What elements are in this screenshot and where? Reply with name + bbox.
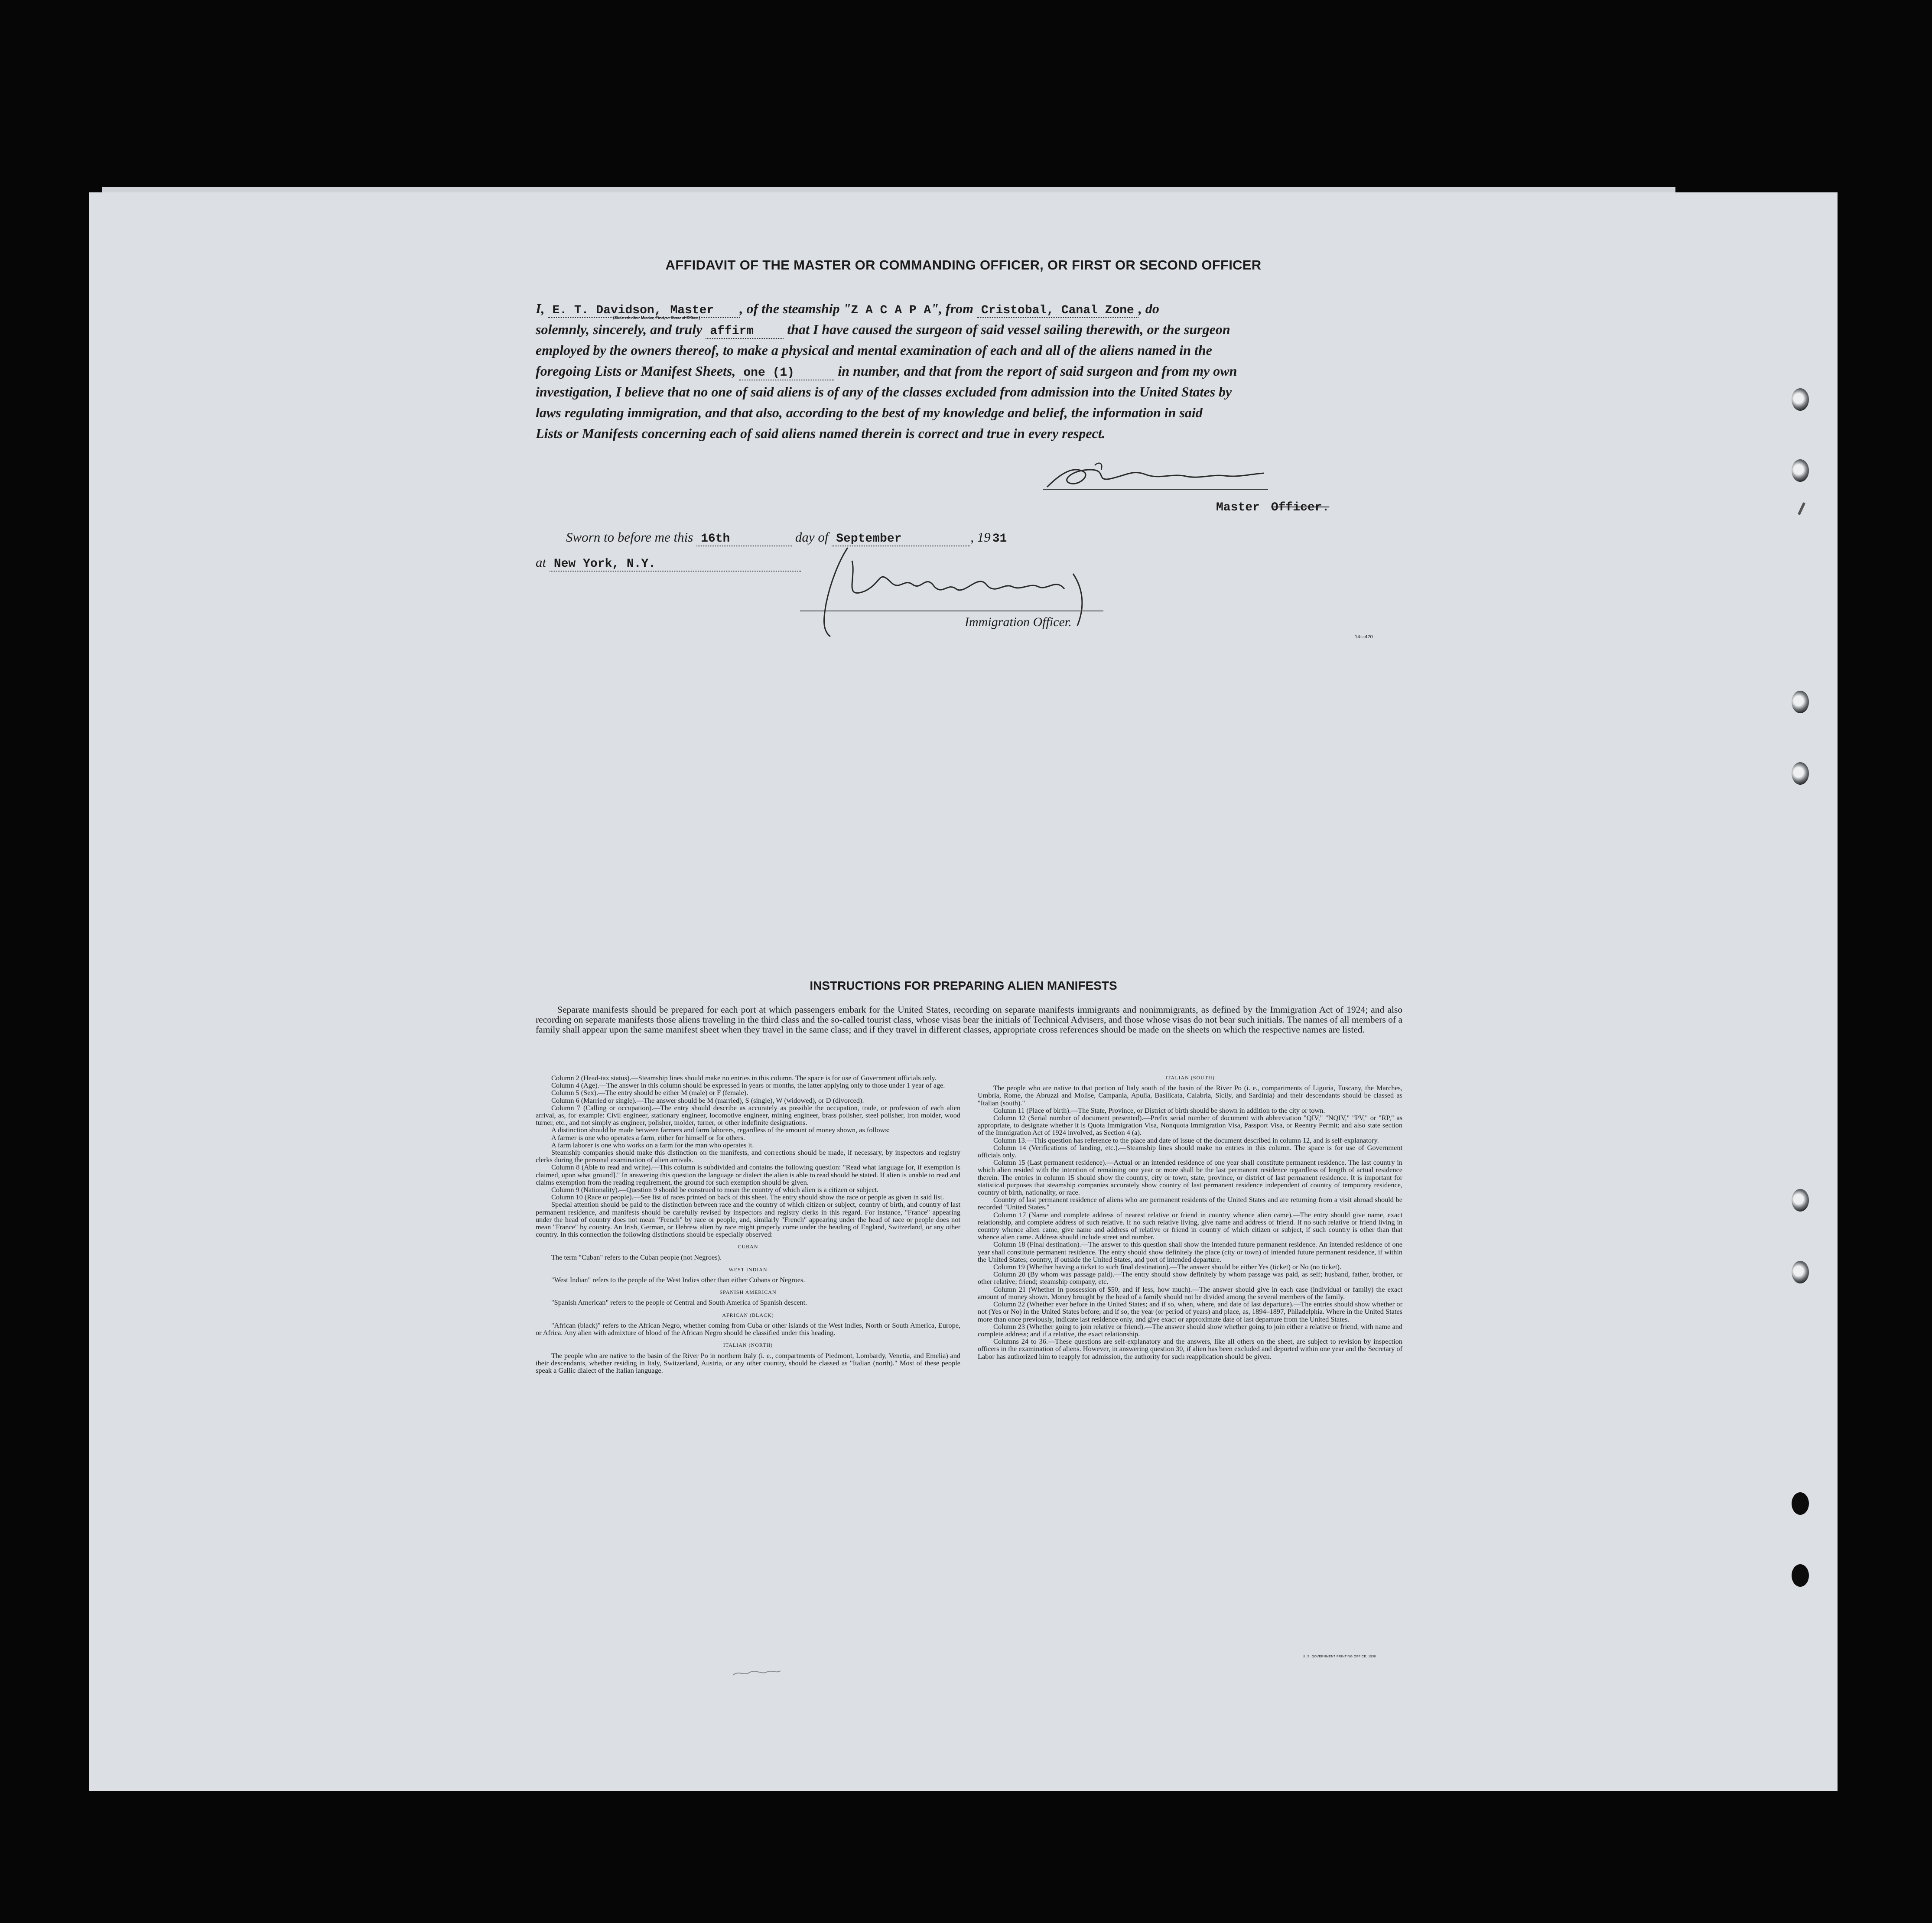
instruction-west-indian: "West Indian" refers to the people of the West Indies other than either Cubans or Negroes.	[551, 1276, 805, 1284]
sworn-year: 31	[992, 532, 1007, 546]
binder-hole	[1792, 1492, 1809, 1515]
solemnly-label: solemnly, sincerely, and truly	[536, 322, 703, 337]
sheet-count: one (1)	[739, 367, 834, 380]
officer-signature	[1043, 457, 1268, 491]
officer-signature-line	[1043, 489, 1268, 490]
instruction-special-attention: Special attention should be paid to the distinction between race and the country of which citizen or subject, country of birth, and country of last permanent residence, and manifests should be carefully revised by inspectors and registry clerks in this regard. For instance, "France" appearing under the head of country does not mean "French" by race or people, and, similarly "French" appearing under the head of race or people does not mean "France" by country. An Irish, German, or Hebrew alien by race might properly come under the heading of England, Switzerland, or any other country. In this connection the following distinctions should be especially observed:	[536, 1200, 960, 1239]
affidavit-line-3: employed by the owners thereof, to make a physical and mental examination of each and all of the aliens named in the	[536, 342, 1212, 358]
instruction-spanish-american: "Spanish American" refers to the people of Central and South America of Spanish descent.	[551, 1298, 807, 1307]
heading-italian-south: ITALIAN (SOUTH)	[1165, 1075, 1215, 1081]
instruction-steamship-companies: Steamship companies should make this distinction on the manifests, and corrections should be made, if necessary, by inspectors and registry clerks during the personal examination of alien arrivals.	[536, 1148, 960, 1164]
instruction-col24-36: Columns 24 to 36.—These questions are self-explanatory and the answers, like all others on the sheet, are subject to revision by inspection officers in the examination of aliens. However, in answering question 30, if alien has been excluded and deported within one year and the Secretary of Labor has authorized him to reapply for admission, the authority for such reapplication should be given.	[978, 1337, 1402, 1361]
instruction-col2: Column 2 (Head-tax status).—Steamship lines should make no entries in this column. The space is for use of Government officials only.	[551, 1074, 937, 1082]
affidavit-line-6: laws regulating immigration, and that also, according to the best of my knowledge and belief, the information in said	[536, 405, 1203, 420]
affidavit-line-2	[536, 322, 1230, 339]
instruction-col12: Column 12 (Serial number of document presented).—Prefix serial number of document with abbreviation "QIV," "NQIV," "PV," or "RP," as appropriate, to designate whether it is Quota Immigration Visa, Nonquota Immigration Visa, Passport Visa, or Reentry Permit; and also state section of the Immigration Act of 1924 involved, as Section 4 (a).	[978, 1114, 1402, 1137]
instruction-col17: Column 17 (Name and complete address of nearest relative or friend in country whence alien came).—The entry should give name, exact relationship, and complete address of such relative. If no such relative living, give name and address of friend. If no such relative or friend living in country whence alien came, give name and address of relative or friend in country of which citizen or subject, if such country is other than that whence alien came. Address should include street and number.	[978, 1210, 1402, 1241]
form-number: 14—420	[1355, 634, 1373, 640]
binder-hole	[1792, 459, 1809, 482]
heading-cuban: CUBAN	[738, 1244, 758, 1250]
affidavit-line-5: investigation, I believe that no one of said aliens is of any of the classes excluded from admission into the United States by	[536, 384, 1232, 400]
instruction-col19: Column 19 (Whether having a ticket to such final destination).—The answer should be either Yes (ticket) or No (no ticket).	[993, 1263, 1342, 1271]
sworn-location-row	[536, 555, 801, 572]
printer-imprint: U. S. GOVERNMENT PRINTING OFFICE: 1930	[1303, 1655, 1376, 1658]
binder-hole	[1792, 1189, 1809, 1212]
ship-name: Z A C A P A	[851, 304, 931, 317]
instruction-col8: Column 8 (Able to read and write).—This column is subdivided and contains the following question: "Read what language [or, if exemption is claimed, upon what ground]." In answering this question the language or dialect the alien is able to read should be stated. If alien is unable to read and claims exemption from the reading requirement, the ground for such exemption should be given.	[536, 1163, 960, 1186]
instructions-intro: Separate manifests should be prepared for each port at which passengers embark for the United States, recording on separate manifests immigrants and nonimmigrants, as defined by the Immigration Act of 1924; and also recording on separate manifests those aliens traveling in the third class and the so-called tourist class, whose visas bear the initials of Technical Advisers, and those whose visas do not bear such initials. The names of all members of a family shall appear upon the same manifest sheet when they travel in the same class; and if they travel in different classes, appropriate cross references should be made on the sheets on which the respective names are listed.	[536, 1004, 1402, 1035]
steamship-label: , of the steamship "	[739, 301, 851, 316]
officer-rank-note: (State whether Master, First, or Second Officer)	[613, 315, 700, 320]
sworn-label: Sworn to before me this	[566, 529, 693, 545]
instruction-col15: Column 15 (Last permanent residence).—Actual or an intended residence of one year shall constitute permanent residence. The last country in which alien resided with the intention of remaining one year or more shall be the last permanent residence regardless of length of actual residence therein. The entries in column 15 should show the country, city or town, state, province, or district of last permanent residence. It is important for statistical purposes that steamship companies accurately show country of last permanent residence independent of country of temporary residence, country of birth, nationality, or race.	[978, 1158, 1402, 1197]
sworn-month: September	[832, 533, 970, 546]
binder-hole	[1792, 762, 1809, 785]
instruction-col22: Column 22 (Whether ever before in the United States; and if so, when, where, and date of last departure).—The entries should show whether or not (Yes or No) in the United States before; and if so, the year (or period of years) and place, as, 1894–1897, Philadelphia. Where in the United States more than once previously, indicate last residence only, and give exact or approximate date of last departure from the United States.	[978, 1300, 1402, 1323]
instruction-col21: Column 21 (Whether in possession of $50, and if less, how much).—The answer should give in each case (individual or family) the exact amount of money shown. Money brought by the head of a family should not be divided among the several members of the family.	[978, 1285, 1402, 1301]
instruction-col6: Column 6 (Married or single).—The answer should be M (married), S (single), W (widowed), or D (divorced).	[551, 1096, 864, 1104]
instruction-farm-laborer: A farm laborer is one who works on a farm for the man who operates it.	[551, 1140, 754, 1149]
instruction-col4: Column 4 (Age).—The answer in this column should be expressed in years or months, the latter applying only to those under 1 year of age.	[551, 1081, 945, 1090]
instruction-col20: Column 20 (By whom was passage paid).—The entry should show definitely by whom passage was paid, as self; husband, father, brother, or other relative; friend; steamship company, etc.	[978, 1270, 1402, 1286]
heading-spanish-american: SPANISH AMERICAN	[719, 1289, 777, 1296]
binder-hole	[1792, 1564, 1809, 1587]
instruction-col11: Column 11 (Place of birth).—The State, Province, or District of birth should be shown in addition to the city or town.	[993, 1106, 1325, 1114]
signature-title: Master	[1216, 501, 1260, 514]
instruction-col15-note: Country of last permanent residence of aliens who are permanent residents of the United States and are returning from a visit abroad should be recorded "United States."	[978, 1195, 1402, 1212]
affidavit-title: AFFIDAVIT OF THE MASTER OR COMMANDING OFFICER, OR FIRST OR SECOND OFFICER	[665, 257, 1262, 273]
affidavit-line-1	[536, 301, 1159, 318]
instructions-left-column	[536, 1074, 960, 1374]
instruction-italian-south: The people who are native to that portion of Italy south of the basin of the River Po (i. e., compartments of Liguria, Tuscany, the Marches, Umbria, Rome, the Abruzzi and Molise, Campania, Apulia, Basilicata, Calabria, Sicily, and Sardinia) and their descendants should be classed as "Italian (south)."	[978, 1084, 1402, 1107]
heading-west-indian: WEST INDIAN	[729, 1266, 768, 1273]
manifest-page	[89, 192, 1838, 1791]
instruction-farmer: A farmer is one who operates a farm, either for himself or for others.	[551, 1133, 745, 1142]
affidavit-line-4-rest: in number, and that from the report of said surgeon and from my own	[838, 363, 1237, 379]
instruction-col13: Column 13.—This question has reference to the place and date of issue of the document described in column 12, and is self-explanatory.	[993, 1136, 1379, 1144]
instruction-african: "African (black)" refers to the African Negro, whether coming from Cuba or other islands of the West Indies, North or South America, Europe, or Africa. Any alien with admixture of blood of the African Negro should be classified under this heading.	[536, 1321, 960, 1337]
departure-port: Cristobal, Canal Zone	[977, 304, 1138, 318]
sworn-day: 16th	[696, 533, 792, 546]
day-of-label: day of	[795, 529, 829, 545]
from-label: ", from	[931, 301, 973, 316]
instruction-farm-distinction: A distinction should be made between farmers and farm laborers, regardless of the amount of money shown, as follows:	[551, 1126, 890, 1134]
officer-title-row	[1216, 501, 1329, 514]
binder-hole	[1792, 388, 1809, 411]
affidavit-line-4	[536, 363, 1237, 380]
officer-rank: Master	[666, 304, 740, 318]
affidavit-line-2-rest: that I have caused the surgeon of said vessel sailing therewith, or the surgeon	[787, 322, 1230, 337]
affidavit-i-label: I,	[536, 301, 545, 316]
instruction-col9: Column 9 (Nationality).—Question 9 should be construed to mean the country of which alien is a citizen or subject.	[551, 1186, 879, 1194]
instruction-cuban: The term "Cuban" refers to the Cuban people (not Negroes).	[551, 1253, 722, 1261]
instruction-col23: Column 23 (Whether going to join relative or friend).—The answer should show whether going to join either a relative or friend, with name and complete address; and if a relative, the exact relationship.	[978, 1322, 1402, 1338]
instruction-col14: Column 14 (Verifications of landing, etc.).—Steamship lines should make no entries in this column. The space is for use of Government officials only.	[978, 1143, 1402, 1160]
instruction-col7: Column 7 (Calling or occupation).—The entry should describe as accurately as possible the occupation, trade, or profession of each alien arrival, as, for example: Civil engineer, stationary engineer, locomotive engineer, mining engineer, brass polisher, steel polisher, iron molder, wood turner, etc., and not simply as engineer, polisher, molder, turner, or other indefinite designations.	[536, 1103, 960, 1127]
do-label: , do	[1138, 301, 1159, 316]
heading-african: AFRICAN (BLACK)	[722, 1312, 774, 1318]
instruction-italian-north: The people who are native to the basin of the River Po in northern Italy (i. e., compartments of Piedmont, Lombardy, Venetia, and Emelia) and their descendants, whether residing in Italy, Switzerland, Austria, or any other country, should be classed as "Italian (north)." Most of these people speak a Gallic dialect of the Italian language.	[536, 1351, 960, 1374]
oath-type: affirm	[706, 325, 784, 339]
instructions-title: INSTRUCTIONS FOR PREPARING ALIEN MANIFESTS	[810, 979, 1117, 992]
immigration-officer-label: Immigration Officer.	[965, 615, 1072, 629]
sworn-location: New York, N.Y.	[550, 558, 801, 572]
heading-italian-north: ITALIAN (NORTH)	[723, 1342, 773, 1348]
binder-hole	[1792, 1261, 1809, 1283]
instructions-right-column	[978, 1074, 1402, 1360]
instruction-col18: Column 18 (Final destination).—The answer to this question shall show the intended future permanent residence. An intended residence of one year shall constitute permanent residence. The entry should show definitely the place (city or town) of intended future permanent residence, if within the United States; country, if outside the United States, and port of intended departure.	[978, 1240, 1402, 1264]
foregoing-label: foregoing Lists or Manifest Sheets,	[536, 363, 736, 379]
officer-name-rank-field	[548, 301, 739, 318]
binder-hole	[1792, 691, 1809, 713]
pencil-note-mark	[731, 1666, 783, 1679]
signature-title-struck: Officer.	[1271, 501, 1330, 514]
instruction-col5: Column 5 (Sex).—The entry should be either M (male) or F (female).	[551, 1088, 748, 1097]
year-prefix: , 19	[970, 529, 991, 545]
officer-name: E. T. Davidson,	[548, 304, 666, 318]
instruction-col10: Column 10 (Race or people).—See list of races printed on back of this sheet. The entry should show the race or people as given in said list.	[551, 1193, 944, 1202]
affidavit-line-7: Lists or Manifests concerning each of said aliens named therein is correct and true in every respect.	[536, 426, 1106, 441]
pen-mark	[1798, 502, 1805, 515]
at-label: at	[536, 555, 546, 570]
